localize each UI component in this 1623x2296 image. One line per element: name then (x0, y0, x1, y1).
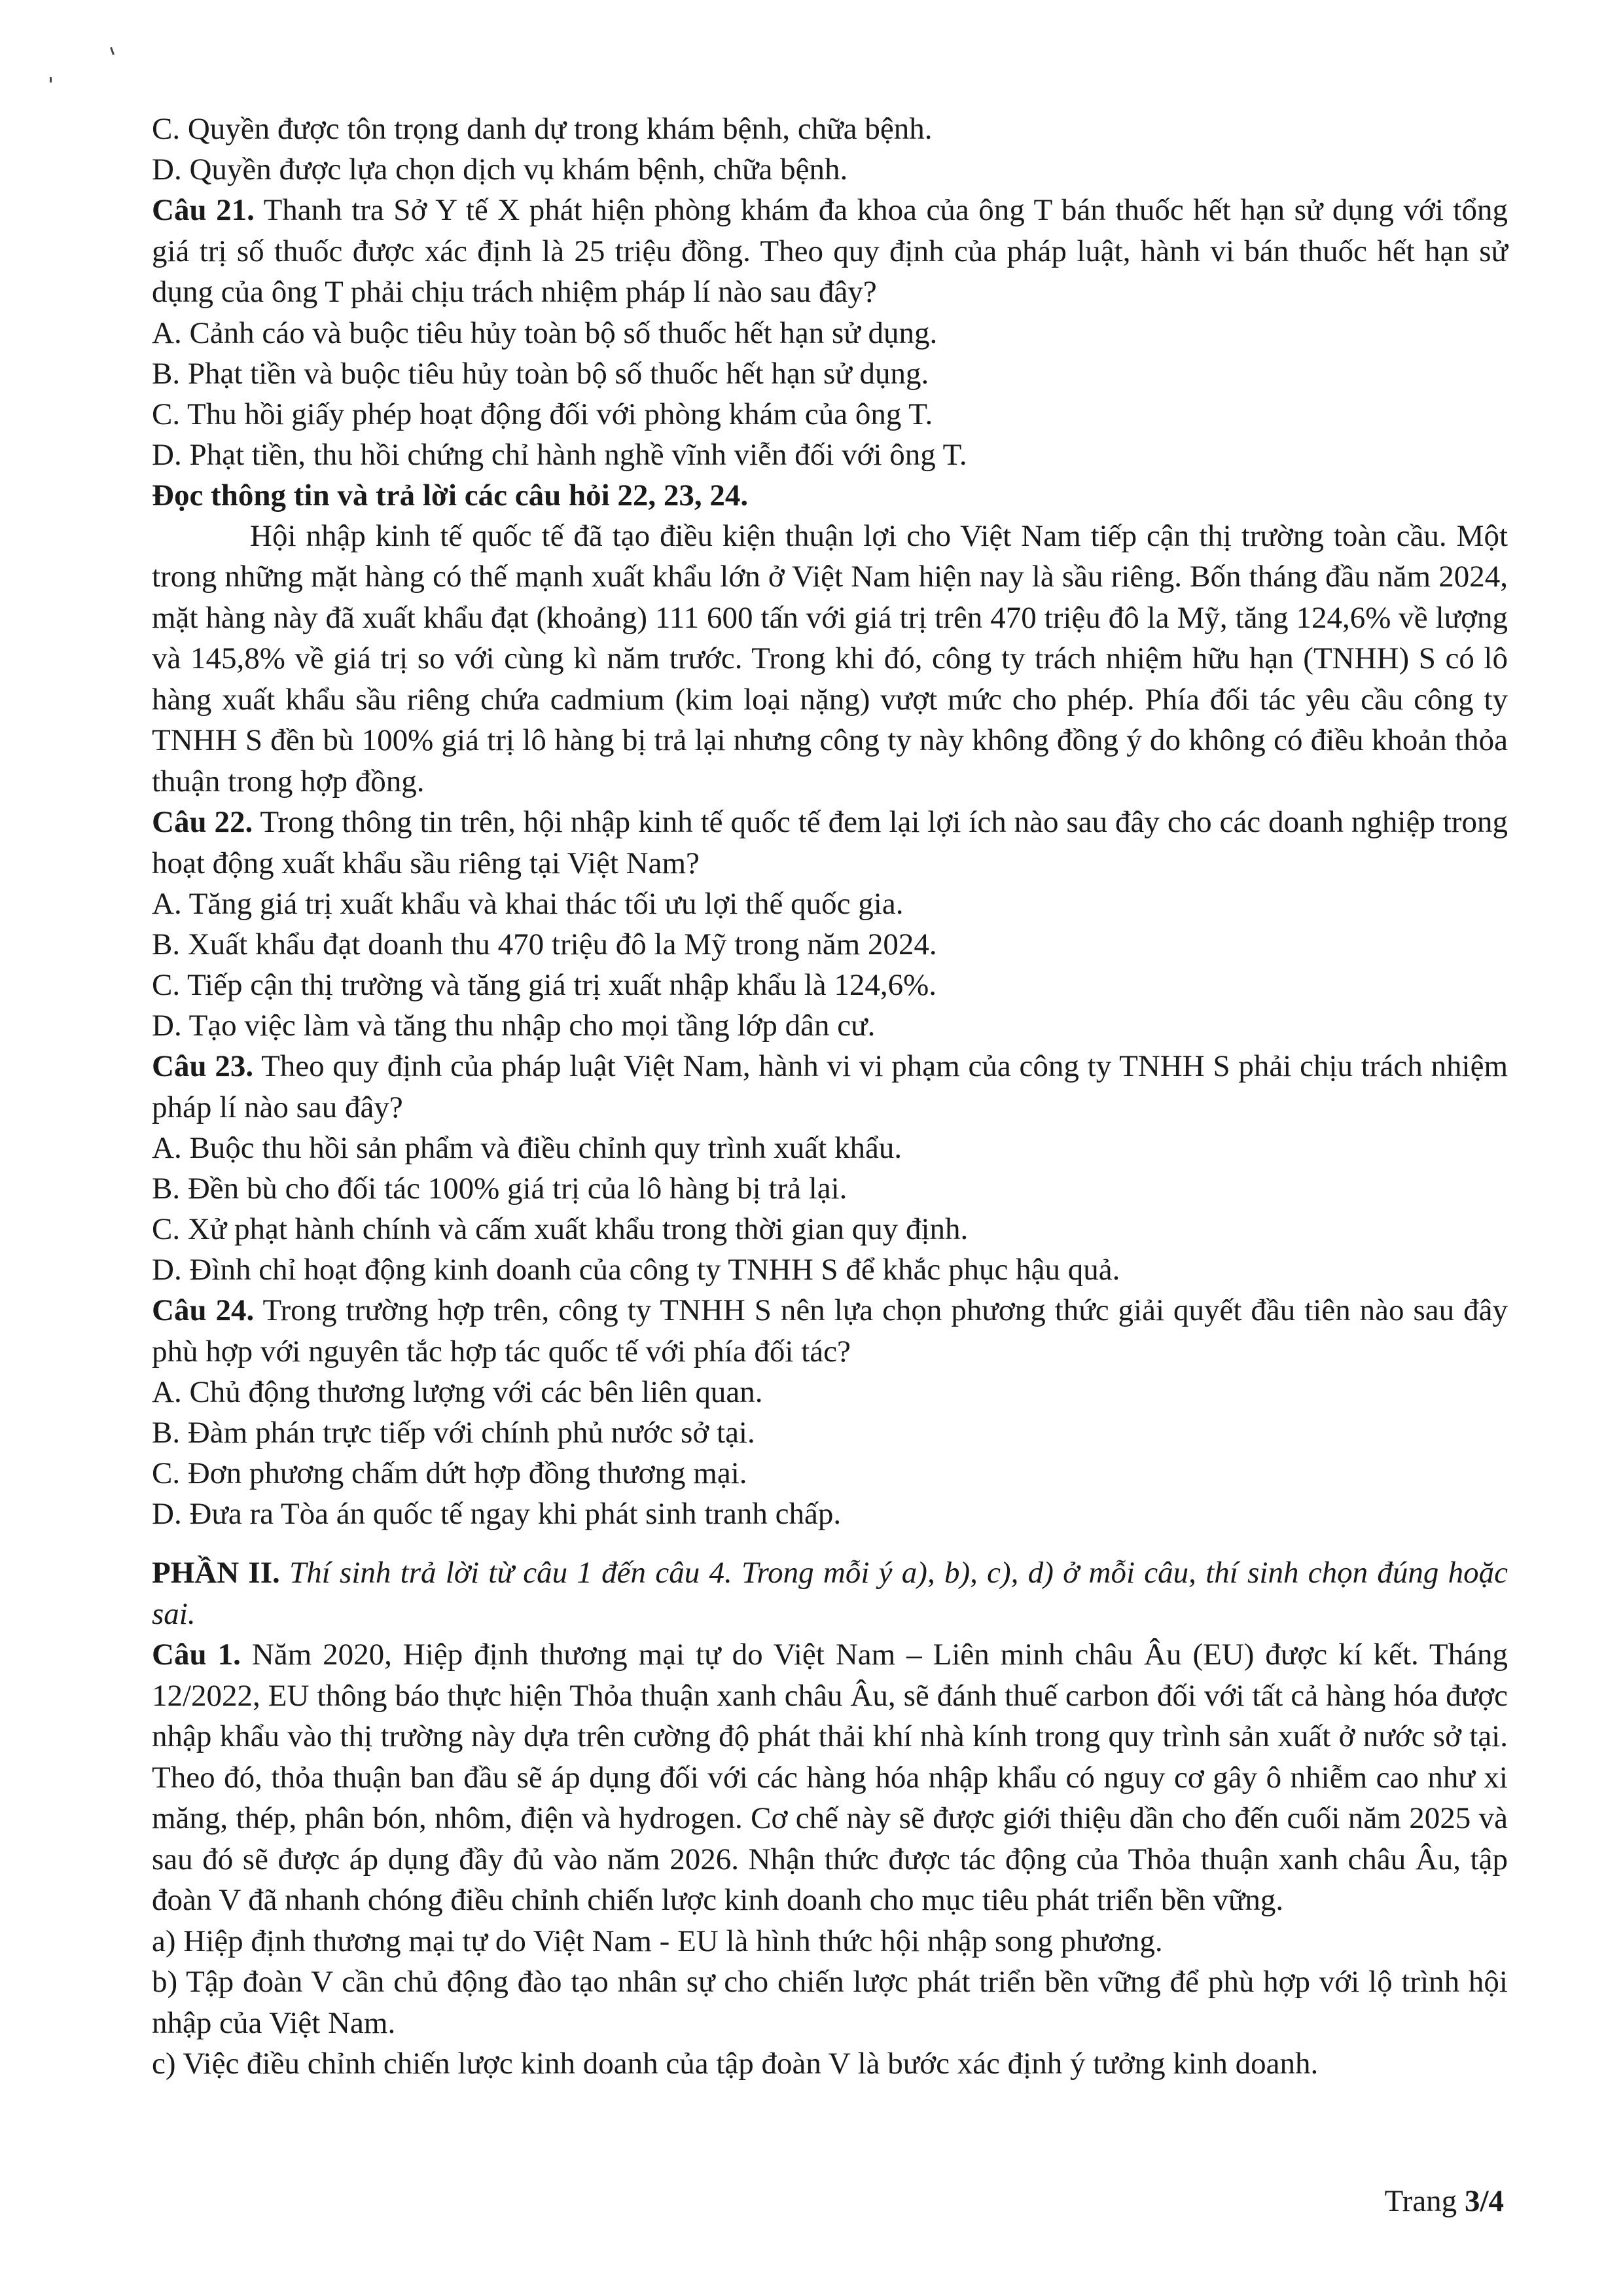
option-b: B. Xuất khẩu đạt doanh thu 470 triệu đô la Mỹ trong năm 2024. (152, 927, 937, 961)
statement-c: c) Việc điều chỉnh chiến lược kinh doanh của tập đoàn V là bước xác định ý tưởng kinh doanh. (152, 2047, 1319, 2081)
question-label: Câu 21. (152, 193, 255, 227)
option-a: A. Tăng giá trị xuất khẩu và khai thác tối ưu lợi thế quốc gia. (152, 887, 904, 921)
part-label: PHẦN II. (152, 1556, 280, 1590)
question-label: Câu 1. (152, 1638, 241, 1672)
page-count: 3/4 (1464, 2184, 1504, 2218)
question-label: Câu 22. (152, 805, 253, 839)
scan-speck (110, 47, 115, 55)
option-c: C. Xử phạt hành chính và cấm xuất khẩu trong thời gian quy định. (152, 1212, 969, 1246)
option-c: C. Đơn phương chấm dứt hợp đồng thương mại. (152, 1456, 747, 1490)
exam-page (152, 109, 1508, 2085)
statement-b: b) Tập đoàn V cần chủ động đào tạo nhân sự cho chiến lược phát triển bền vững để phù hợp với lộ trình hội nhập của Việt Nam. (152, 1965, 1508, 2040)
option-b: B. Phạt tiền và buộc tiêu hủy toàn bộ số thuốc hết hạn sử dụng. (152, 356, 929, 391)
statement-a: a) Hiệp định thương mại tự do Việt Nam - EU là hình thức hội nhập song phương. (152, 1924, 1163, 1958)
part-instruction: Thí sinh trả lời từ câu 1 đến câu 4. Trong mỗi ý a), b), c), d) ở mỗi câu, thí sinh chọn đúng hoặc sai. (152, 1556, 1508, 1631)
option-d: D. Tạo việc làm và tăng thu nhập cho mọi tầng lớp dân cư. (152, 1009, 876, 1043)
part-2-heading (152, 1552, 1508, 1634)
option-c: C. Thu hồi giấy phép hoạt động đối với phòng khám của ông T. (152, 397, 933, 431)
question-text: Năm 2020, Hiệp định thương mại tự do Việt Nam – Liên minh châu Âu (EU) được kí kết. Tháng 12/2022, EU thông báo thực hiện Thỏa thuận xanh châu Âu, sẽ đánh thuế carbon đối với tất cả hàng hóa được nhập khẩu vào thị trường này dựa trên cường độ phát thải khí nhà kính trong quy trình sản xuất ở nước sở tại. Theo đó, thỏa thuận ban đầu sẽ áp dụng đối với các hàng hóa nhập khẩu có nguy cơ gây ô nhiễm cao như xi măng, thép, phân bón, nhôm, điện và hydrogen. Cơ chế này sẽ được giới thiệu dần cho đến cuối năm 2025 và sau đó sẽ được áp dụng đầy đủ vào năm 2026. Nhận thức được tác động của Thỏa thuận xanh châu Âu, tập đoàn V đã nhanh chóng điều chỉnh chiến lược kinh doanh cho mục tiêu phát triển bền vững. (152, 1638, 1508, 1917)
question-text: Thanh tra Sở Y tế X phát hiện phòng khám đa khoa của ông T bán thuốc hết hạn sử dụng với tổng giá trị số thuốc được xác định là 25 triệu đồng. Theo quy định của pháp luật, hành vi bán thuốc hết hạn sử dụng của ông T phải chịu trách nhiệm pháp lí nào sau đây? (152, 193, 1508, 309)
question-label: Câu 24. (152, 1293, 255, 1327)
question-text: Theo quy định của pháp luật Việt Nam, hành vi vi phạm của công ty TNHH S phải chịu trách nhiệm pháp lí nào sau đây? (152, 1049, 1508, 1124)
part2-question-1 (152, 1634, 1508, 1921)
q20-option-d: D. Quyền được lựa chọn dịch vụ khám bệnh, chữa bệnh. (152, 152, 848, 187)
question-text: Trong thông tin trên, hội nhập kinh tế quốc tế đem lại lợi ích nào sau đây cho các doanh nghiệp trong hoạt động xuất khẩu sầu riêng tại Việt Nam? (152, 805, 1508, 880)
scan-speck (50, 77, 52, 82)
option-a: A. Buộc thu hồi sản phẩm và điều chỉnh quy trình xuất khẩu. (152, 1131, 902, 1165)
question-21 (152, 190, 1508, 313)
option-a: A. Chủ động thương lượng với các bên liên quan. (152, 1375, 763, 1409)
question-text: Trong trường hợp trên, công ty TNHH S nên lựa chọn phương thức giải quyết đầu tiên nào sau đây phù hợp với nguyên tắc hợp tác quốc tế với phía đối tác? (152, 1293, 1508, 1369)
question-22 (152, 802, 1508, 884)
reading-heading: Đọc thông tin và trả lời các câu hỏi 22, 23, 24. (152, 478, 749, 512)
option-c: C. Tiếp cận thị trường và tăng giá trị xuất nhập khẩu là 124,6%. (152, 968, 937, 1002)
option-a: A. Cảnh cáo và buộc tiêu hủy toàn bộ số thuốc hết hạn sử dụng. (152, 315, 938, 350)
page-number (1385, 2181, 1504, 2221)
section-gap (152, 1534, 1508, 1552)
option-b: B. Đền bù cho đối tác 100% giá trị của lô hàng bị trả lại. (152, 1172, 847, 1206)
question-label: Câu 23. (152, 1049, 254, 1083)
option-d: D. Phạt tiền, thu hồi chứng chỉ hành nghề vĩnh viễn đối với ông T. (152, 437, 967, 472)
question-23 (152, 1046, 1508, 1128)
page-word: Trang (1384, 2184, 1457, 2218)
q20-option-c: C. Quyền được tôn trọng danh dự trong khám bệnh, chữa bệnh. (152, 112, 933, 146)
option-b: B. Đàm phán trực tiếp với chính phủ nước sở tại. (152, 1416, 755, 1450)
option-d: D. Đình chỉ hoạt động kinh doanh của công ty TNHH S để khắc phục hậu quả. (152, 1253, 1120, 1287)
question-24 (152, 1290, 1508, 1372)
option-d: D. Đưa ra Tòa án quốc tế ngay khi phát sinh tranh chấp. (152, 1497, 842, 1531)
reading-passage: Hội nhập kinh tế quốc tế đã tạo điều kiện thuận lợi cho Việt Nam tiếp cận thị trường toàn cầu. Một trong những mặt hàng có thế mạnh xuất khẩu lớn ở Việt Nam hiện nay là sầu riêng. Bốn tháng đầu năm 2024, mặt hàng này đã xuất khẩu đạt (khoảng) 111 600 tấn với giá trị trên 470 triệu đô la Mỹ, tăng 124,6% về lượng và 145,8% về giá trị so với cùng kì năm trước. Trong khi đó, công ty trách nhiệm hữu hạn (TNHH) S có lô hàng xuất khẩu sầu riêng chứa cadmium (kim loại nặng) vượt mức cho phép. Phía đối tác yêu cầu công ty TNHH S đền bù 100% giá trị lô hàng bị trả lại nhưng công ty này không đồng ý do không có điều khoản thỏa thuận trong hợp đồng. (152, 518, 1508, 798)
